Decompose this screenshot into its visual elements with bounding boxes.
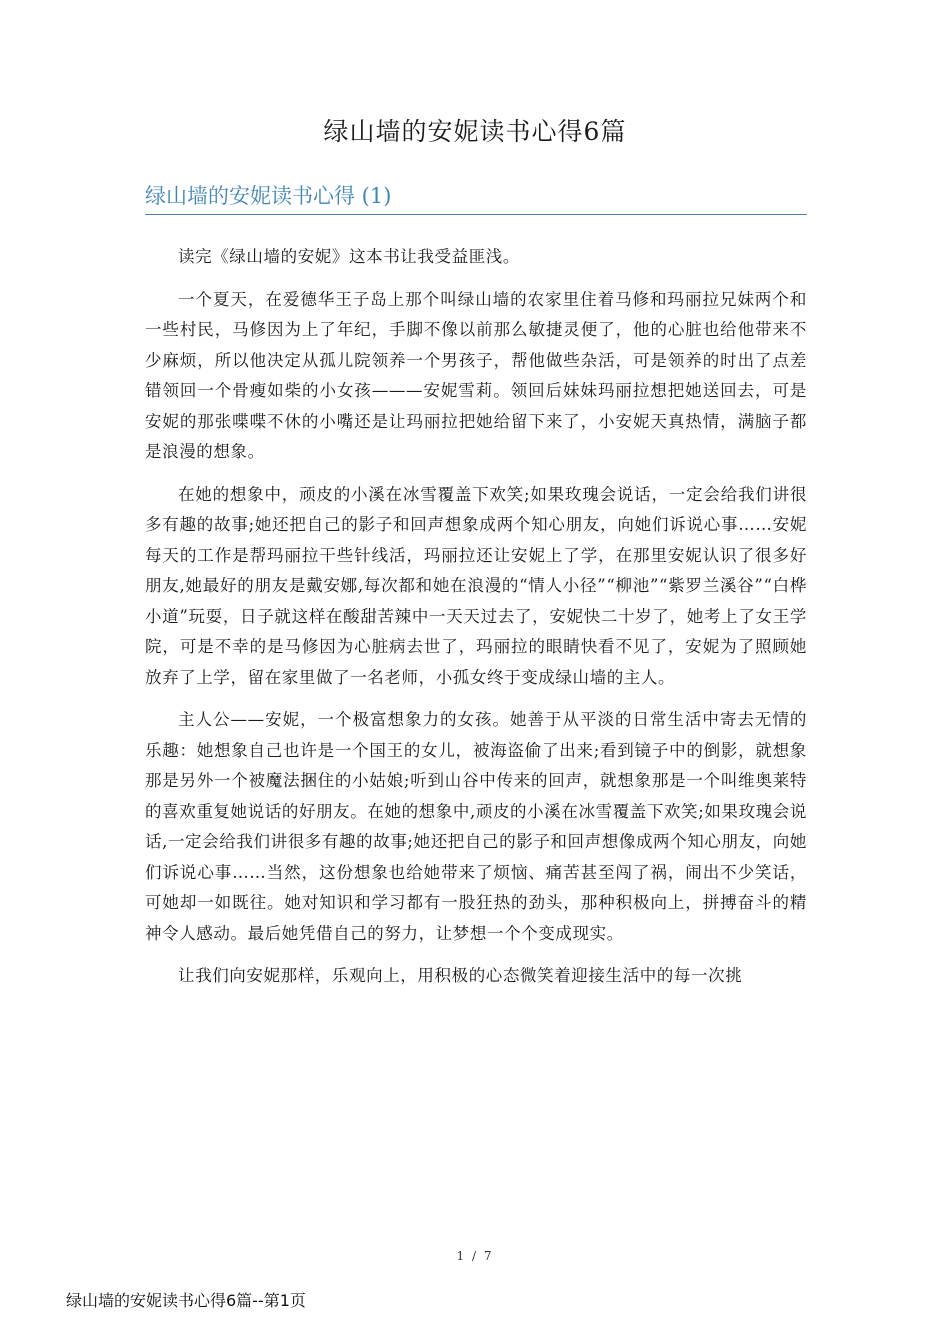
paragraph: 在她的想象中，顽皮的小溪在冰雪覆盖下欢笑;如果玫瑰会说话，一定会给我们讲很多有趣的故事;她还把自己的影子和回声想象成两个知心朋友，向她们诉说心事……安妮每天的工作是帮玛丽拉干些针线活，玛丽拉还让安妮上了学，在那里安妮认识了很多好朋友,她最好的朋友是戴安娜,每次都和她在浪漫的“情人小径”“柳池”“紫罗兰溪谷”“白桦小道”玩耍，日子就这样在酸甜苦辣中一天天过去了，安妮快二十岁了，她考上了女王学院，可是不幸的是马修因为心脏病去世了，玛丽拉的眼睛快看不见了，安妮为了照顾她放弃了上学，留在家里做了一名老师，小孤女终于变成绿山墙的主人。 (145, 484, 807, 687)
document-body (145, 242, 807, 1004)
paragraph: 一个夏天，在爱德华王子岛上那个叫绿山墙的农家里住着马修和玛丽拉兄妹两个和一些村民，马修因为上了年纪，手脚不像以前那么敏捷灵便了，他的心脏也给他带来不少麻烦，所以他决定从孤儿院领养一个男孩子，帮他做些杂活，可是领养的时出了点差错领回一个骨瘦如柴的小女孩———安妮雪莉。领回后妹妹玛丽拉想把她送回去，可是安妮的那张喋喋不休的小嘴还是让玛丽拉把她给留下来了，小安妮天真热情，满脑子都是浪漫的想象。 (145, 289, 807, 461)
paragraph: 主人公——安妮，一个极富想象力的女孩。她善于从平淡的日常生活中寄去无情的乐趣：她想象自己也许是一个国王的女儿，被海盗偷了出来;看到镜子中的倒影，就想象那是另外一个被魔法捆住的小姑娘;听到山谷中传来的回声，就想象那是一个叫维奥莱特的喜欢重复她说话的好朋友。在她的想象中,顽皮的小溪在冰雪覆盖下欢笑;如果玫瑰会说话,一定会给我们讲很多有趣的故事;她还把自己的影子和回声想像成两个知心朋友，向她们诉说心事……当然，这份想象也给她带来了烦恼、痛苦甚至闯了祸，闹出不少笑话，可她却一如既往。她对知识和学习都有一股狂热的劲头，那种积极向上，拼搏奋斗的精神令人感动。最后她凭借自己的努力，让梦想一个个变成现实。 (145, 710, 807, 943)
footer-caption: 绿山墙的安妮读书心得6篇--第1页 (66, 1291, 306, 1310)
document-title: 绿山墙的安妮读书心得6篇 (323, 117, 627, 146)
paragraph: 读完《绿山墙的安妮》这本书让我受益匪浅。 (178, 247, 520, 266)
page-number: 1 / 7 (456, 1249, 494, 1263)
paragraph: 让我们向安妮那样，乐观向上，用积极的心态微笑着迎接生活中的每一次挑 (178, 966, 743, 985)
section-heading: 绿山墙的安妮读书心得 (1) (145, 182, 807, 215)
